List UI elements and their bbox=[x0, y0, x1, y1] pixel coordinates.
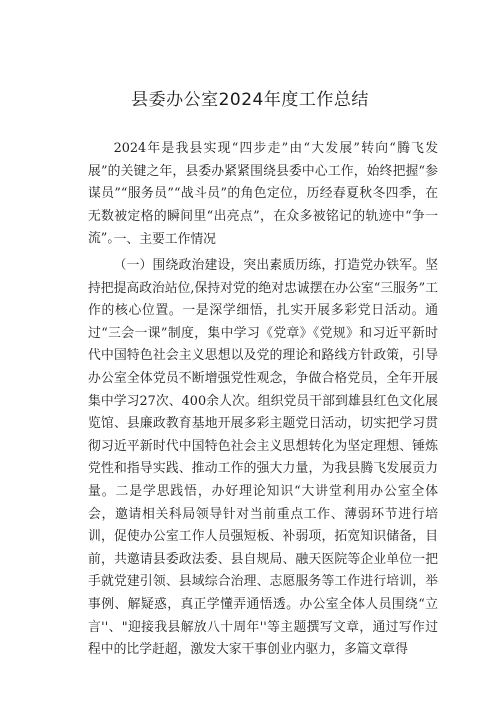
section-heading: 一、主要工作情况 bbox=[113, 232, 216, 247]
document-title: 县委办公室2024年度工作总结 bbox=[131, 90, 369, 110]
intro-paragraph: 2024年是我县实现“四步走”由“大发展”转向“腾飞发展”的关键之年，县委办紧紧围绕县委中心工作，始终把握“参谋员”“服务员”“战斗员”的角色定位，历经春夏秋冬四季，在无数被定格的瞬间里“出亮点”，在众多被铭记的轨迹中“争一流”。 bbox=[88, 141, 438, 247]
section1-paragraph: （一）围绕政治建设，突出素质历练，打造党办铁军。坚持把提高政治站位,保持对党的绝对忠诚摆在办公室“三服务”工作的核心位置。一是深学细悟，扎实开展多彩党日活动。通过“三会一课”制度，集中学习《党章》《党规》和习近平新时代中国特色社会主义思想以及党的理论和路线方针政策，引导办公室全体党员不断增强党性观念，争做合格党员，全年开展集中学习27次、400余人次。组织党员干部到雄县红色文化展览馆、县廉政教育基地开展多彩主题党日活动，切实把学习贯彻习近平新时代中国特色社会主义思想转化为坚定理想、锤炼党性和指导实践、推动工作的强大力量，为我县腾飞发展贡力量。二是学思践悟，办好理论知识“大讲堂利用办公室全体会，邀请相关科局领导针对当前重点工作、薄弱环节进行培训，促使办公室工作人员强短板、补弱项，拓宽知识储备，目前，共邀请县委政法委、县自规局、融天医院等企业单位一把手就党建引领、县域综合治理、志愿服务等工作进行培训，举事例、解疑惑，真正学懂弄通悟透。办公室全体人员围绕“立言''、"迎接我县解放八十周年''等主题撰写文章，通过写作过程中的比学赶超，激发大家干事创业内驱力，多篇文章得 bbox=[88, 258, 438, 658]
